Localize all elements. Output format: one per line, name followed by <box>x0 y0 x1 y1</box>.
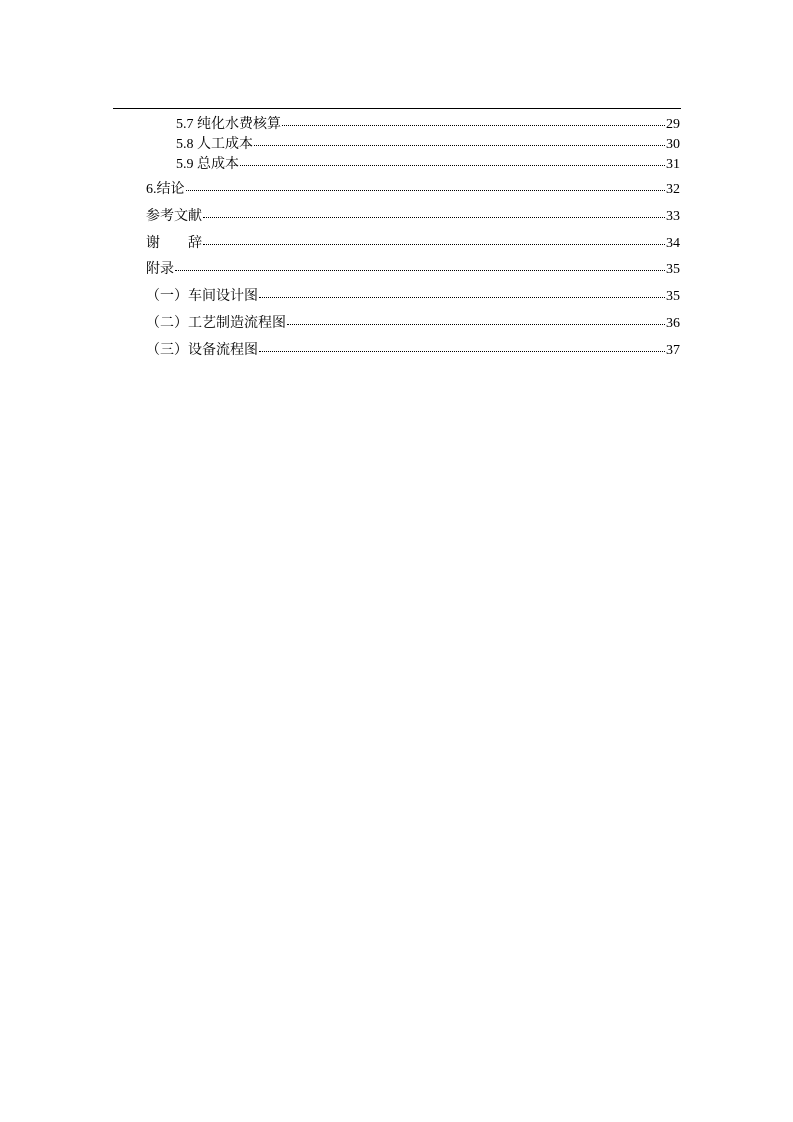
toc-entry-label: （二）工艺制造流程图 <box>146 316 286 331</box>
toc-dot-leader <box>186 179 666 193</box>
toc-entry-label: 参考文献 <box>146 209 202 224</box>
toc-entry-label-part-b: 辞 <box>188 236 202 251</box>
toc-entry-label: 6.结论 <box>146 182 185 197</box>
toc-entry-label: 5.8 人工成本 <box>176 137 253 152</box>
toc-dot-leader <box>254 134 665 148</box>
toc-entry-label: （三）设备流程图 <box>146 343 258 358</box>
toc-entry-appendix-3[interactable] <box>146 340 680 360</box>
toc-entry-appendix-1[interactable] <box>146 286 680 306</box>
toc-entry-appendix[interactable] <box>146 259 680 279</box>
toc-entry-page: 29 <box>666 117 680 132</box>
toc-entry-page: 31 <box>666 157 680 172</box>
toc-entry-5-8[interactable] <box>176 134 680 154</box>
toc-dot-leader <box>175 259 665 273</box>
toc-entry-label-part-a: 谢 <box>146 236 160 251</box>
toc-dot-leader <box>240 154 665 168</box>
toc-entry-label <box>146 235 202 253</box>
toc-entry-label: 5.7 纯化水费核算 <box>176 117 281 132</box>
toc-entry-page: 35 <box>666 289 680 304</box>
toc-entry-page: 32 <box>666 182 680 197</box>
toc-dot-leader <box>203 206 665 220</box>
toc-entry-page: 30 <box>666 137 680 152</box>
toc-entry-5-7[interactable] <box>176 114 680 134</box>
toc-entry-label: （一）车间设计图 <box>146 289 258 304</box>
toc-dot-leader <box>282 114 665 128</box>
toc-entry-acknowledgements[interactable] <box>146 233 680 253</box>
toc-dot-leader <box>259 340 665 354</box>
toc-entry-page: 35 <box>666 262 680 277</box>
toc-dot-leader <box>203 233 665 247</box>
toc-dot-leader <box>259 286 665 300</box>
toc-entry-page: 37 <box>666 343 680 358</box>
toc-entry-references[interactable] <box>146 206 680 226</box>
toc-entry-label: 附录 <box>146 262 174 277</box>
toc-entry-page: 34 <box>666 236 680 251</box>
toc-entry-page: 33 <box>666 209 680 224</box>
toc-dot-leader <box>287 313 665 327</box>
toc-entry-appendix-2[interactable] <box>146 313 680 333</box>
toc-entry-page: 36 <box>666 316 680 331</box>
header-rule <box>113 108 681 109</box>
toc-entry-label: 5.9 总成本 <box>176 157 239 172</box>
toc-entry-5-9[interactable] <box>176 154 680 174</box>
toc-entry-conclusion[interactable] <box>146 179 680 199</box>
